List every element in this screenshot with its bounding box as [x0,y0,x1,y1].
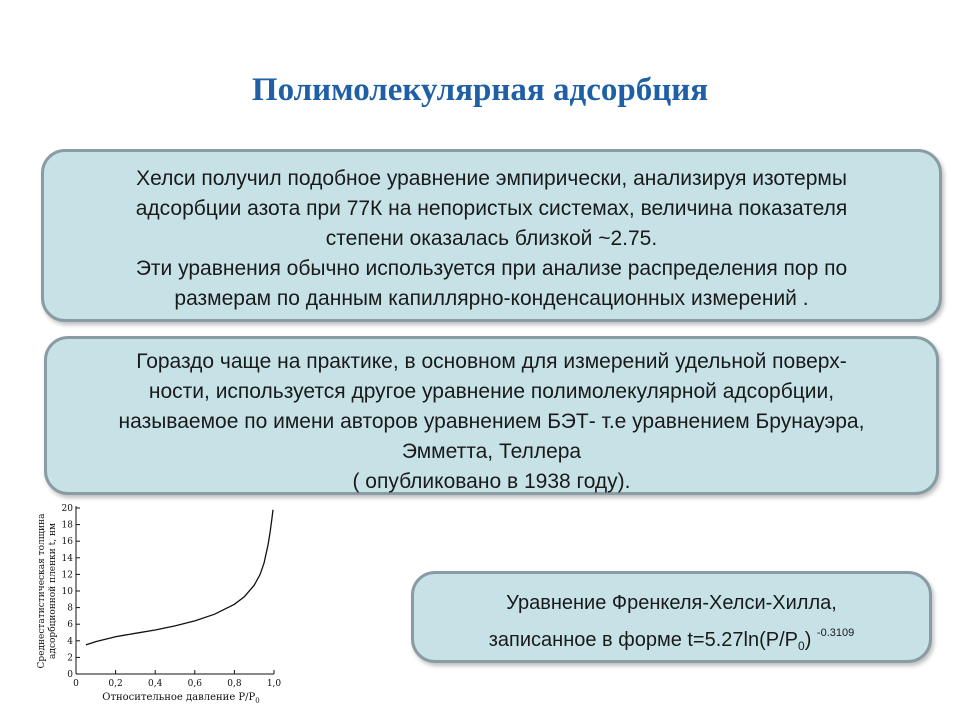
series-line [86,510,273,645]
box2-line: Гораздо чаще на практике, в основном для измерений удельной поверх- [136,350,847,373]
box1-line: адсорбции азота при 77К на непористых системах, величина показателя [135,197,848,220]
box1-line: размерам по данным капиллярно-конденсационных измерений . [174,287,809,310]
x-tick-label: 1,0 [266,679,282,689]
y-tick-label: 2 [67,653,73,664]
y-tick-label: 0 [67,670,73,680]
y-tick-label: 14 [61,553,73,564]
x-axis-label-subscript: 0 [255,697,260,704]
y-tick-label: 20 [61,504,73,514]
y-tick-label: 8 [67,603,73,614]
y-tick-label: 4 [67,636,73,647]
y-axis-label-line1: Среднестатистическая толщина [37,513,47,669]
box2-line: Эмметта, Теллера [401,440,582,463]
fhh-equation-box [411,571,932,663]
y-tick-label: 16 [61,537,73,548]
x-tick-label: 0,6 [187,679,202,689]
equation-suffix: ) [804,629,812,651]
box1-line: Эти уравнения обычно используется при анализе распределения пор по [135,257,848,280]
box2-line: ( опубликовано в 1938 году). [352,470,631,493]
y-tick-label: 18 [61,520,73,531]
x-tick-label: 0,4 [148,679,163,689]
y-tick-label: 12 [61,570,73,581]
bet-text-box [44,336,939,495]
box1-line: степени оказалась близкой ~2.75. [325,227,658,250]
page-title: Полимолекулярная адсорбция [251,72,709,108]
x-tick-label: 0,2 [108,679,123,689]
y-tick-label: 10 [61,587,73,597]
y-tick-label: 6 [67,620,73,631]
equation-prefix: записанное в форме t=5.27ln(P/P [488,629,798,651]
y-axis-label [37,513,58,669]
isotherm-chart [32,498,292,704]
equation-formula [424,618,919,661]
x-tick-label: 0,8 [227,679,242,689]
x-axis-label-text: Относительное давление P/P [102,692,256,703]
equation-exponent: -0.3109 [816,627,855,639]
box2-line: ности, используется другое уравнение полимолекулярной адсорбции, [148,380,835,403]
equation-subscript: 0 [798,639,805,653]
box1-line: Хелси получил подобное уравнение эмпирически, анализируя изотермы [136,167,847,190]
x-axis-label [102,692,259,704]
halsey-text-box [41,149,942,322]
y-axis-label-line2: адсорбционной пленки t, нм [48,523,58,659]
box2-line: называемое по имени авторов уравнением БЭТ- т.е уравнением Брунауэра, [118,410,865,433]
x-tick-label: 0 [73,679,79,689]
equation-caption: Уравнение Френкеля-Хелси-Хилла, [506,592,837,614]
